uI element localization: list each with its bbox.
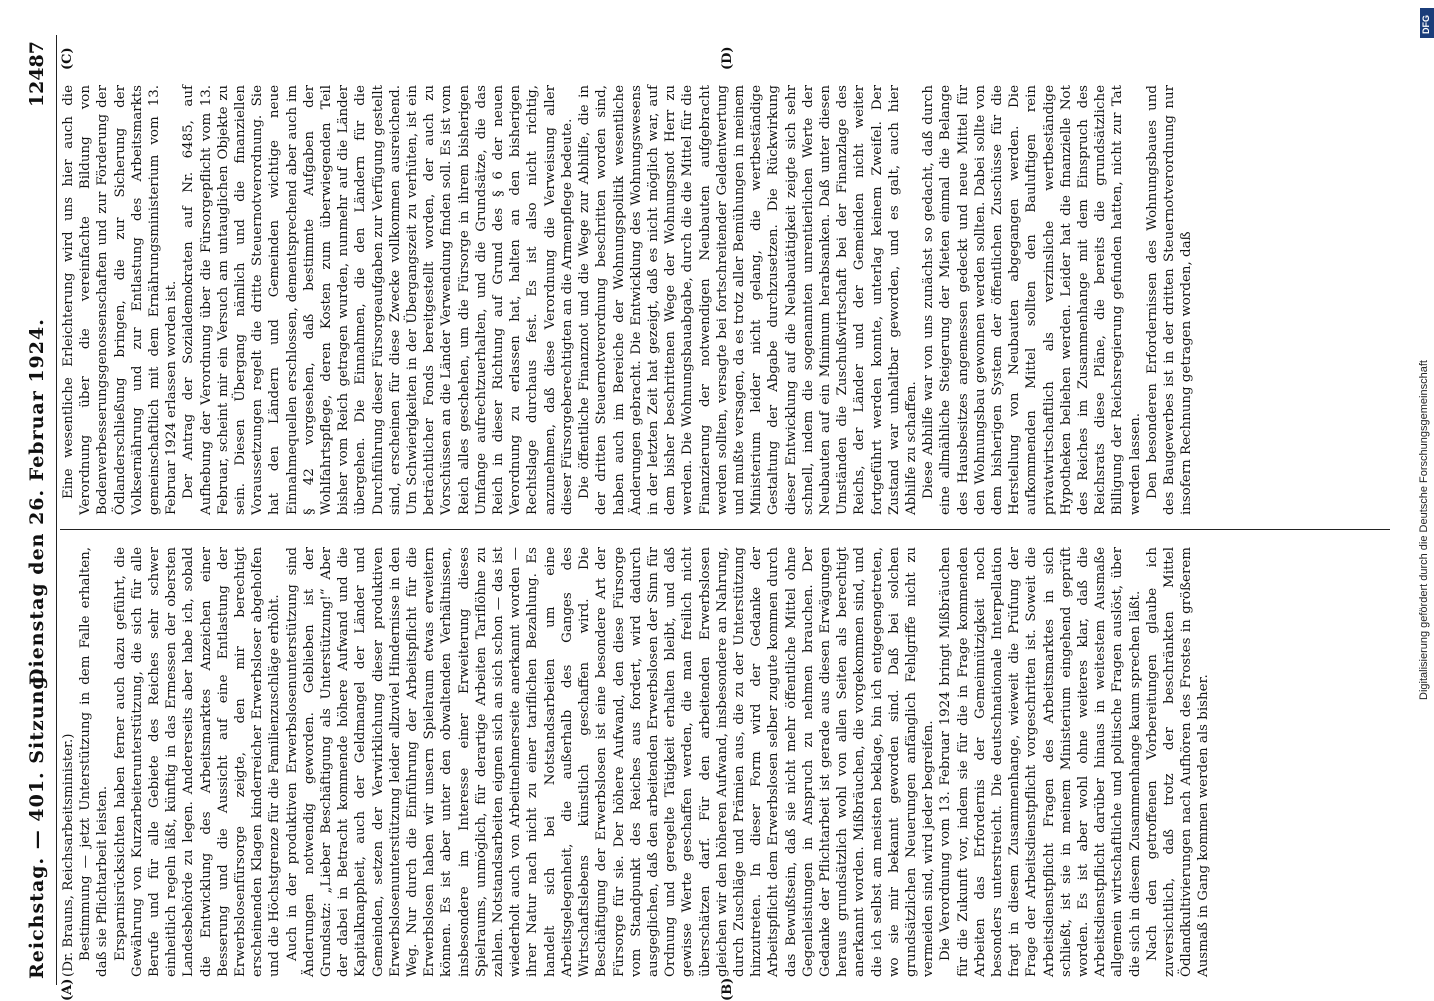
- left-column: [60, 547, 1213, 977]
- margin-marker-d: (D): [720, 46, 735, 70]
- right-paragraph: Die öffentliche Finanznot und die Wege zur Abhilfe, die in der dritten Steuernotverordnung beschritten worden sind, haben auch im Bereiche der Wohnungspolitik wesentliche Änderungen gebracht. Die Entwicklung des Wohnungswesens in der letzten Zeit hat gezeigt, daß es nicht möglich war, auf dem bisher beschrittenen Wege der Wohnungsnot Herr zu werden. Die Wohnungsbauabgabe, durch die die Mittel für die Finanzierung der notwendigen Neubauten aufgebracht werden sollten, versagte bei fortschreitender Geldentwertung und mußte versagen, da es trotz aller Bemühungen in meinem Ministerium leider nicht gelang, die wertbeständige Gestaltung der Abgabe durchzusetzen. Die Rückwirkung dieser Entwicklung auf die Neubautätigkeit zeigte sich sehr schnell, indem die sogenannten unrentierlichen Werte der Neubauten auf ein Minimum herabsanken. Daß unter diesen Umständen die Zuschußwirtschaft bei der Finanzlage des Reichs, der Länder und der Gemeinden nicht weiter fortgeführt werden konnte, unterlag keinem Zweifel. Der Zustand war unhaltbar geworden, und es galt, auch hier Abhilfe zu schaffen.: [577, 85, 919, 515]
- page-header: [20, 35, 57, 985]
- left-paragraph: Nach den getroffenen Vorbereitungen glaube ich zuversichtlich, daß trotz der beschränkten Mittel Ödlandkultivierungen nach Aufhören des Frostes in größerem Ausmaß in Gang kommen werden als bisher.: [1144, 547, 1212, 977]
- dfg-logo: [1420, 8, 1434, 38]
- right-column: [60, 85, 1195, 515]
- speaker-label: (Dr. Brauns, Reichsarbeitsminister.): [61, 733, 76, 977]
- right-paragraph: Eine wesentliche Erleichterung wird uns hier auch die Verordnung über die vereinfachte Bildung von Bodenverbesserungsgenossenschaften und zur Förderung der Ödlanderschließung bringen, die zur Sicherung der Volksernährung und zur Entlastung des Arbeitsmarkts gemeinschaftlich mit dem Ernährungsministerium vom 13. Februar 1924 erlassen worden ist.: [61, 85, 180, 515]
- digitization-credit: Digitalisierung gefördert durch die Deutsche Forschungsgemeinschaft: [1418, 360, 1430, 700]
- right-paragraph: Den besonderen Erfordernissen des Wohnungsbaues und des Baugewerbes ist in der dritten Steuernotverordnung nur insofern Rechnung getragen worden, daß: [1144, 85, 1195, 515]
- right-paragraph: Diese Abhilfe war von uns zunächst so gedacht, daß durch eine allmähliche Steigerung der Mieten einmal die Belange des Hausbesitzes angemessen gedeckt und neue Mittel für den Wohnungsbau gewonnen werden sollten. Dabei sollte von dem bisherigen System der öffentlichen Zuschüsse für die Herstellung von Neubauten abgegangen werden. Die aufkommenden Mittel sollten den Bauluftigen rein privatwirtschaftlich als verzinsliche wertbeständige Hypotheken beliehen werden. Leider hat die finanzielle Not des Reiches im Zusammenhange mit dem Einspruch des Reichsrats diese Pläne, die bereits die grundsätzliche Billigung der Reichsregierung gefunden hatten, nicht zur Tat werden lassen.: [921, 85, 1143, 515]
- margin-marker-c: (C): [60, 47, 75, 70]
- margin-marker-a: (A): [60, 978, 75, 1001]
- page-number: 12487: [26, 41, 48, 108]
- left-paragraph: Auch in der produktiven Erwerbslosenunterstützung sind Änderungen notwendig geworden. Geblieben ist der Grundsatz: „Lieber Beschäftigung als Unterstützung!“ Aber der dabei in Betracht kommende höhere Aufwand und die Kapitalknappheit, auch der Geldmangel der Länder und Gemeinden, setzen der Verwirklichung dieser produktiven Erwerbslosenunterstützung leider allzuviel Hindernisse in den Weg. Nur durch die Einführung der Arbeitspflicht für die Erwerbslosen haben wir unsern Spielraum etwas erweitern können. Es ist aber unter den obwaltenden Verhältnissen, insbesondere im Interesse einer Erweiterung dieses Spielraums, unmöglich, für derartige Arbeiten Tariflöhne zu zahlen. Notstandsarbeiten eignen sich an sich schon — das ist wiederholt auch von Arbeitnehmerseite anerkannt worden — ihrer Natur nach nicht zu einer tariflichen Bezahlung. Es handelt sich bei Notstandsarbeiten um eine Arbeitsgelegenheit, die außerhalb des Ganges des Wirtschaftslebens künstlich geschaffen wird. Die Beschäftigung der Erwerbslosen ist eine besondere Art der Fürsorge für sie. Der höhere Aufwand, den diese Fürsorge vom Standpunkt des Reiches aus fordert, wird dadurch ausgeglichen, daß den arbeitenden Erwerbslosen der Sinn für Ordnung und geregelte Tätigkeit erhalten bleibt, und daß gewisse Werte geschaffen werden, die man freilich nicht überschätzen darf. Für den arbeitenden Erwerbslosen gleichen wir den höheren Aufwand, insbesondere an Nahrung, durch Zuschläge und Prämien aus, die zu der Unterstützung hinzutreten. In dieser Form wird der Gedanke der Arbeitspflicht dem Erwerbslosen selber zugute kommen durch das Bewußtsein, daß sie nicht mehr öffentliche Mittel ohne Gegenleistungen in Anspruch zu nehmen brauchen. Der Gedanke der Pflichtarbeit ist gerade aus diesen Erwägungen heraus grundsätzlich wohl von allen Seiten als berechtigt anerkannt worden. Mißbräuchen, die vorgekommen sind, und die ich selbst am meisten beklage, bin ich entgegengetreten, wo sie mir bekannt geworden sind. Daß bei solchen grundsätzlichen Neuerungen anfänglich Fehlgriffe nicht zu vermeiden sind, wird jeder begreifen.: [284, 547, 937, 977]
- header-date: Dienstag den 26. Februar 1924.: [26, 318, 48, 685]
- sidebar-credit: [1418, 10, 1434, 990]
- header-left: Reichstag. — 401. Sitzung.: [26, 667, 48, 979]
- left-paragraph: Die Verordnung vom 13. Februar 1924 bringt Mißbräuchen für die Zukunft vor, indem sie für die in Frage kommenden Arbeiten das Erfordernis der Gemeinnützigkeit noch besonders unterstreicht. Die deutschnationale Interpellation fragt in diesem Zusammenhange, wieweit die Prüfung der Frage der Arbeitsdienstpflicht vorgeschritten ist. Soweit die Arbeitsdienstpflicht Fragen des Arbeitsmarktes in sich schließt, ist sie in meinem Ministerium eingehend geprüft worden. Es ist aber wohl ohne weiteres klar, daß die Arbeitsdienstpflicht darüber hinaus in weitestem Ausmaße allgemein wirtschaftliche und politische Fragen auslöst, über die sich in diesem Zusammenhange kaum sprechen läßt.: [938, 547, 1143, 977]
- left-paragraph: Ersparnisrücksichten haben ferner auch dazu geführt, die Gewährung von Kurzarbeiterunterstützung, die sich für alle Berufe und für alle Gebiete des Reiches sehr schwer einheitlich regeln läßt, künftig in das Ermessen der obersten Landesbehörde zu legen. Andererseits aber habe ich, sobald die Entwicklung des Arbeitsmarktes Anzeichen einer Besserung und die Aussicht auf eine Entlastung der Erwerbslosenfürsorge zeigte, den mir berechtigt erscheinenden Klagen kinderreicher Erwerbsloser abgeholfen und die Höchstgrenze für die Familienzuschläge erhöht.: [112, 547, 283, 977]
- document-page: [20, 35, 1400, 1001]
- left-paragraph: Bestimmung — jetzt Unterstützung in dem Falle erhalten, daß sie Pflichtarbeit leisten.: [78, 547, 111, 977]
- dfg-logo-text: DFG: [1421, 15, 1431, 34]
- right-paragraph: Der Antrag der Sozialdemokraten auf Nr. 6485, auf Aufhebung der Verordnung über die Fürsorgepflicht vom 13. Februar, scheint mir ein Versuch am untauglichen Objekte zu sein. Diesen Übergang nämlich und die finanziellen Voraussetzungen regelt die dritte Steuernotverordnung. Sie hat den Ländern und Gemeinden wichtige neue Einnahmequellen erschlossen, dementsprechend aber auch im § 42 vorgesehen, daß bestimmte Aufgaben der Wohlfahrtspflege, deren Kosten zum überwiegenden Teil bisher vom Reich getragen wurden, nunmehr auf die Länder übergehen. Die Einnahmen, die den Ländern für die Durchführung dieser Fürsorgeaufgaben zur Verfügung gestellt sind, erscheinen für diese Zwecke vollkommen ausreichend. Um Schwierigkeiten in der Übergangszeit zu verhüten, ist ein beträchtlicher Fonds bereitgestellt worden, der auch zu Vorschüssen an die Länder Verwendung finden soll. Es ist vom Reich alles geschehen, um die Fürsorge in ihrem bisherigen Umfange aufrechtzuerhalten, und die Grundsätze, die das Reich in dieser Richtung auf Grund des § 6 der neuen Verordnung zu erlassen hat, halten an den bisherigen Rechtslage durchaus fest. Es ist also nicht richtig, anzunehmen, daß diese Verordnung die Verweisung aller dieser Fürsorgeberechtigten an die Armenpflege bedeute.: [181, 85, 575, 515]
- margin-marker-b: (B): [720, 977, 735, 1001]
- column-divider: [60, 529, 1390, 530]
